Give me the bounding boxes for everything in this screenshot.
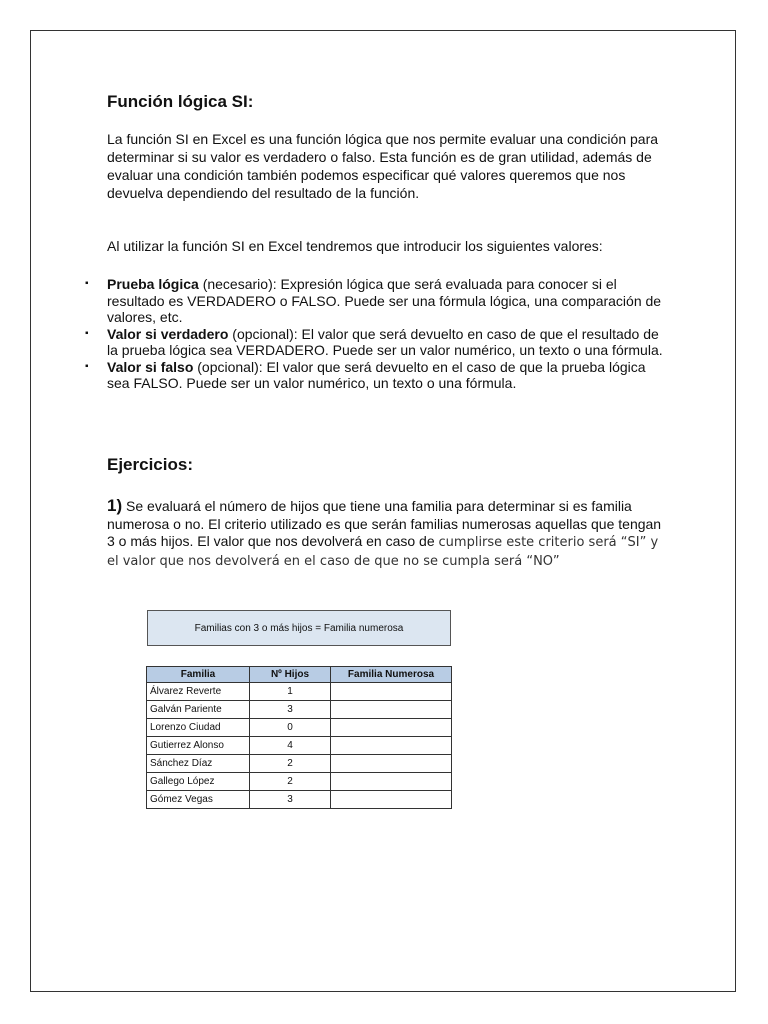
bullet-marker: ▪	[85, 327, 89, 339]
table-row	[147, 701, 452, 719]
table-row	[147, 719, 452, 737]
bullet-text: (necesario): Expresión lógica que será evaluada para conocer si el resultado es VERDADERO o FALSO. Puede ser una fórmula lógica, una comparación de valores, etc.	[107, 276, 662, 325]
cell-numerosa[interactable]	[331, 755, 452, 773]
exercise-number: 1)	[107, 496, 123, 515]
cell-familia: Lorenzo Ciudad	[147, 719, 250, 737]
families-table	[146, 666, 452, 809]
column-header-hijos: Nº Hijos	[250, 667, 331, 683]
column-header-familia: Familia	[147, 667, 250, 683]
cell-numerosa[interactable]	[331, 719, 452, 737]
cell-numerosa[interactable]	[331, 737, 452, 755]
table-row	[147, 791, 452, 809]
list-item	[85, 358, 667, 392]
table-row	[147, 755, 452, 773]
cell-familia: Galván Pariente	[147, 701, 250, 719]
values-list	[85, 276, 667, 392]
cell-hijos: 2	[250, 773, 331, 791]
criteria-banner: Familias con 3 o más hijos = Familia numerosa	[147, 610, 451, 646]
bullet-text: (opcional): El valor que será devuelto en caso de que el resultado de la prueba lógica sea VERDADERO. Puede ser un valor numérico, un texto o una fórmula.	[107, 325, 663, 358]
cell-familia: Sánchez Díaz	[147, 755, 250, 773]
list-item	[85, 276, 667, 326]
cell-familia: Gutierrez Alonso	[147, 737, 250, 755]
list-item	[85, 325, 667, 359]
column-header-numerosa: Familia Numerosa	[331, 667, 452, 683]
document-page	[30, 30, 736, 992]
exercise-text-continued: cumplirse este criterio será “SI” y el valor que nos devolverá en el caso de que no se cumpla será “NO”	[107, 535, 659, 569]
cell-hijos: 3	[250, 791, 331, 809]
cell-familia: Gallego López	[147, 773, 250, 791]
cell-hijos: 2	[250, 755, 331, 773]
bullet-text: (opcional): El valor que será devuelto en el caso de que la prueba lógica sea FALSO. Puede ser un valor numérico, un texto o una fórmula.	[107, 358, 646, 391]
cell-numerosa[interactable]	[331, 791, 452, 809]
bullet-term: Valor si falso	[107, 358, 194, 375]
exercises-title: Ejercicios:	[107, 455, 193, 474]
cell-numerosa[interactable]	[331, 701, 452, 719]
table-row	[147, 737, 452, 755]
table-row	[147, 773, 452, 791]
bullet-marker: ▪	[85, 360, 89, 372]
cell-hijos: 4	[250, 737, 331, 755]
bullet-marker: ▪	[85, 278, 89, 289]
cell-familia: Álvarez Reverte	[147, 683, 250, 701]
table-row	[147, 683, 452, 701]
bullet-term: Prueba lógica	[107, 276, 199, 292]
cell-hijos: 1	[250, 683, 331, 701]
exercise-1-paragraph	[107, 497, 667, 570]
table-header-row	[147, 667, 452, 683]
cell-numerosa[interactable]	[331, 683, 452, 701]
cell-hijos: 3	[250, 701, 331, 719]
cell-hijos: 0	[250, 719, 331, 737]
lead-paragraph: Al utilizar la función SI en Excel tendremos que introducir los siguientes valores:	[107, 238, 603, 254]
section-title: Función lógica SI:	[107, 92, 254, 111]
cell-familia: Gómez Vegas	[147, 791, 250, 809]
exercise-text: Se evaluará el número de hijos que tiene una familia para determinar si es familia numerosa o no. El criterio utilizado es que serán familias numerosas aquellas que tengan 3 o más hijos. El valor que nos devolverá en caso de	[107, 498, 662, 549]
cell-numerosa[interactable]	[331, 773, 452, 791]
intro-paragraph: La función SI en Excel es una función lógica que nos permite evaluar una condición para determinar si su valor es verdadero o falso. Esta función es de gran utilidad, además de evaluar una condición también podemos especificar qué valores queremos que nos devuelva dependiendo del resultado de la función.	[107, 131, 659, 201]
bullet-term: Valor si verdadero	[107, 325, 229, 342]
